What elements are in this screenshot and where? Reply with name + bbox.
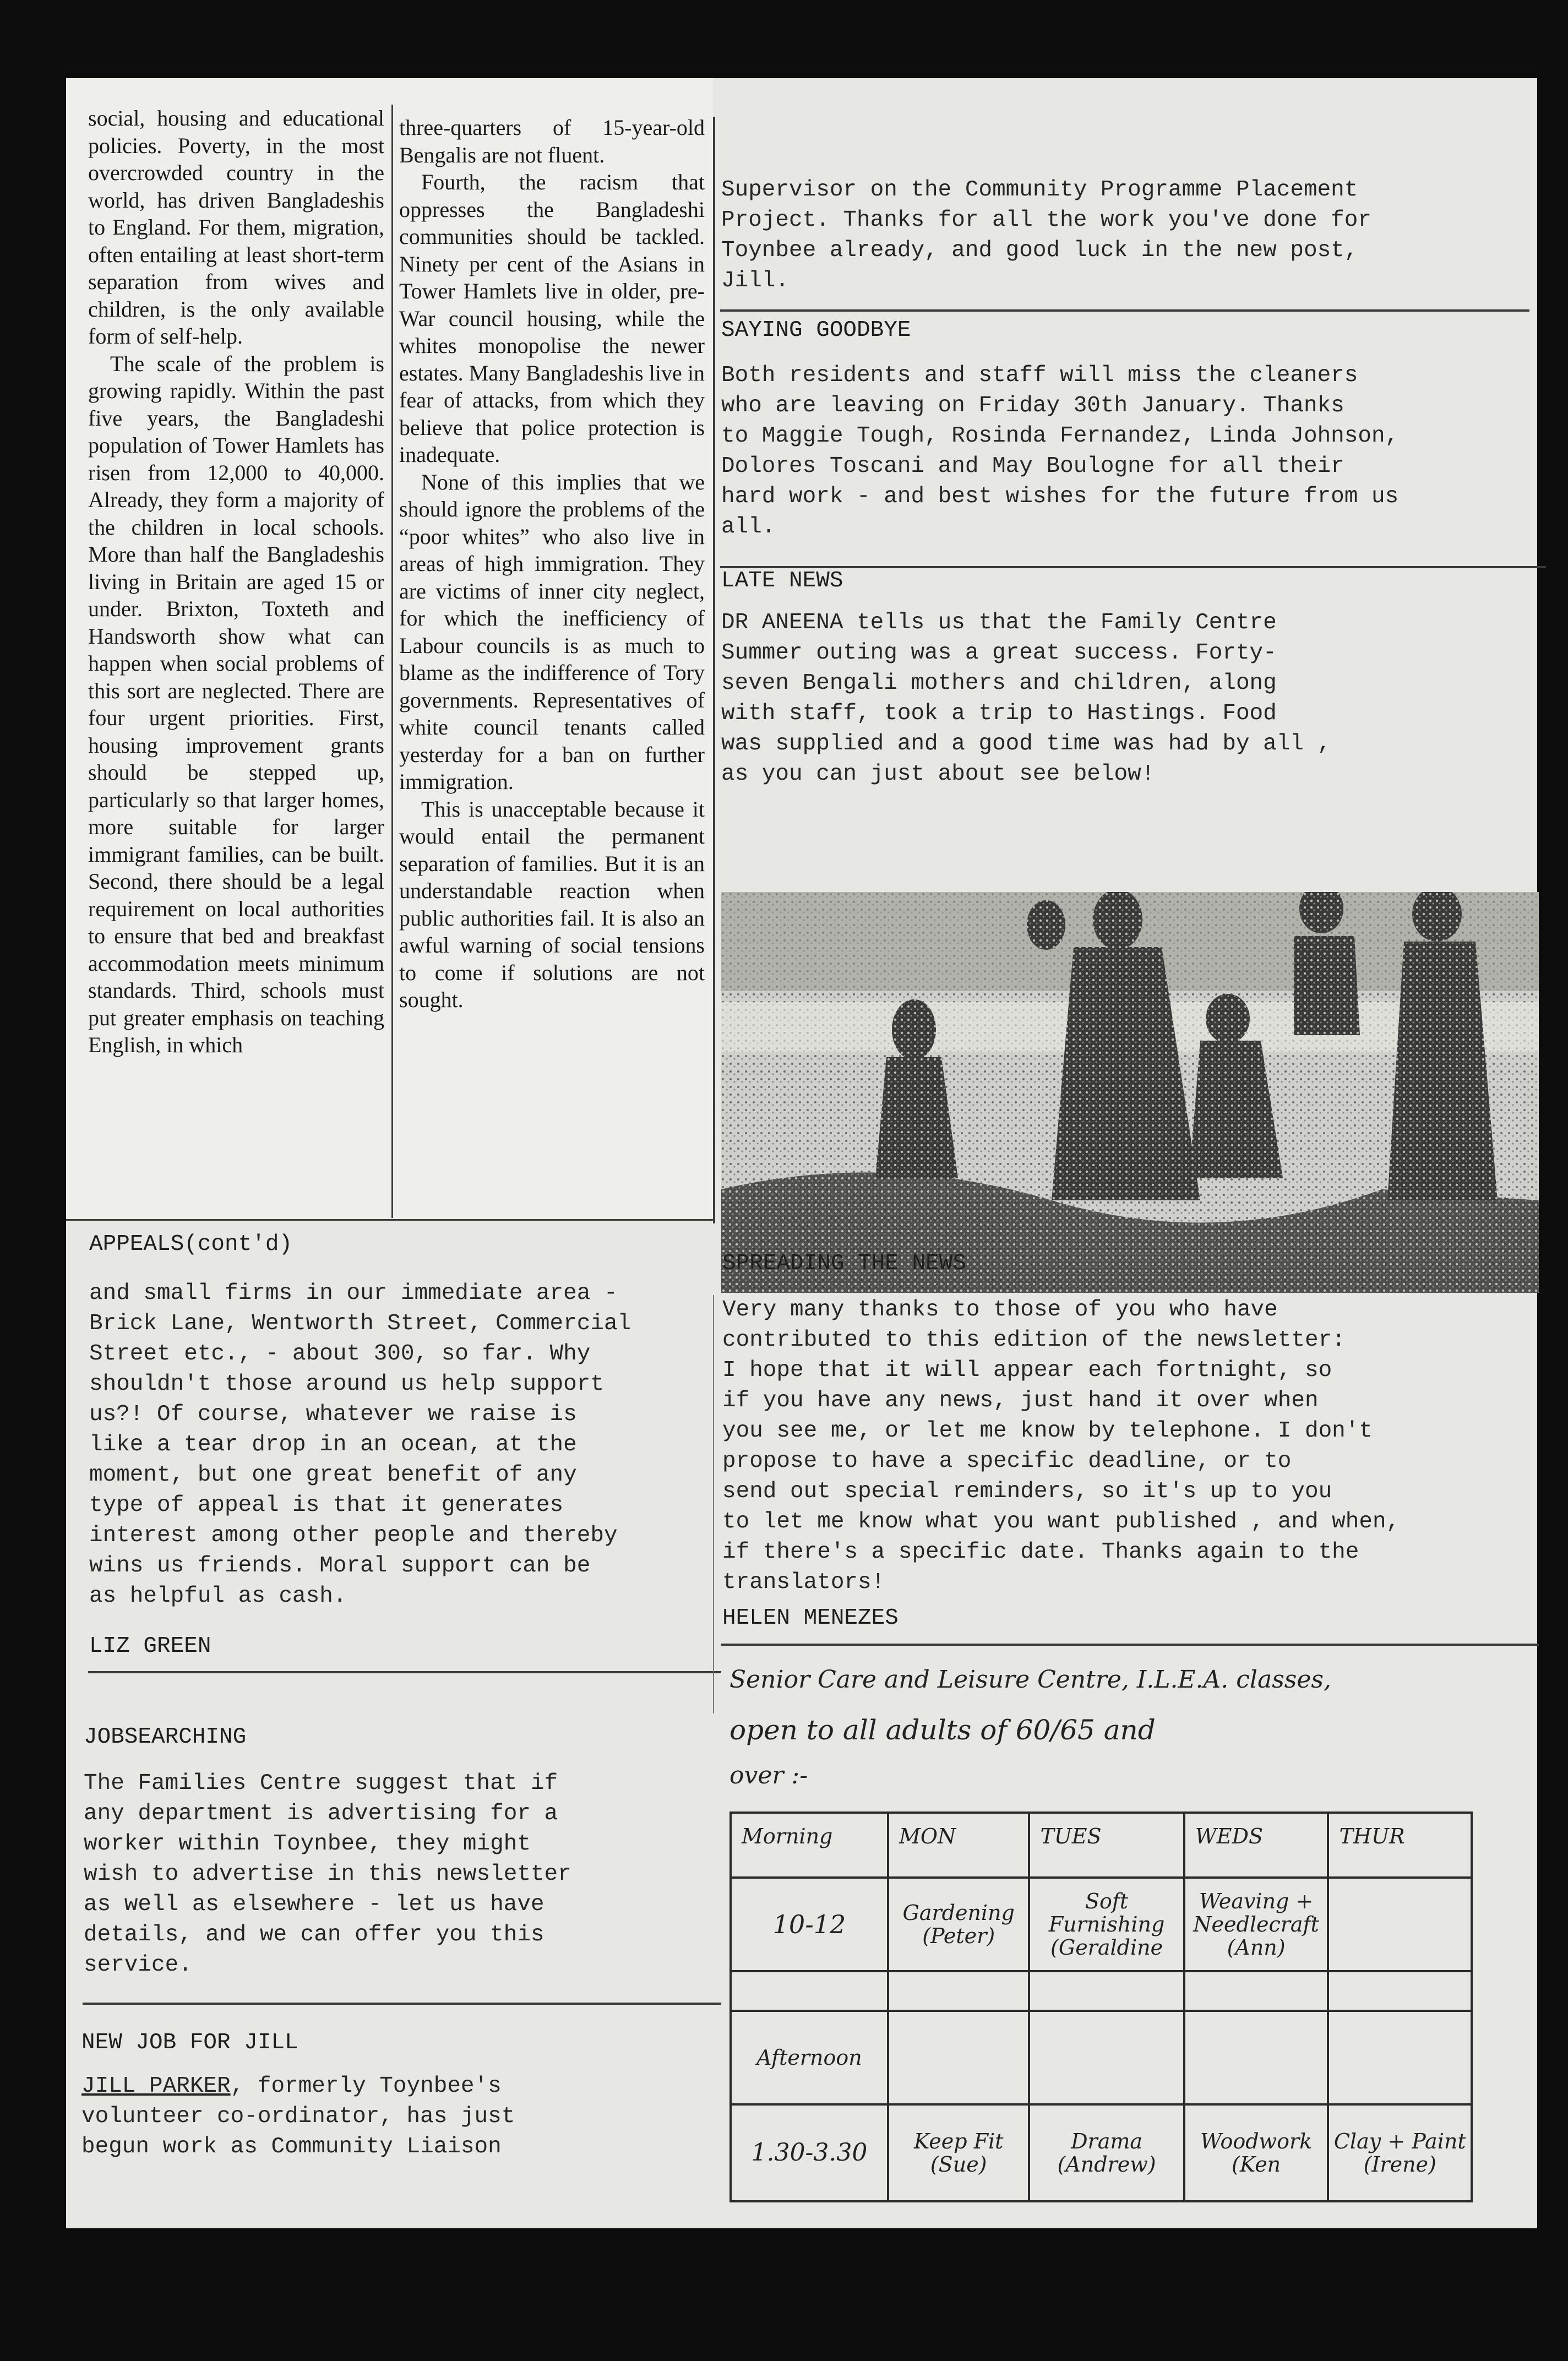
clipping-column-rule [391, 105, 393, 1218]
center-divider-lower [713, 1295, 714, 1713]
spreading-signature: HELEN MENEZES [722, 1606, 899, 1631]
appeals-heading: APPEALS(cont'd) [89, 1232, 293, 1257]
timetable-cell [1328, 2011, 1472, 2104]
newsletter-page [66, 78, 1537, 2228]
timetable-cell [888, 2011, 1030, 2104]
section-divider [720, 309, 1529, 312]
timetable-row [731, 2011, 1472, 2104]
timetable-cell: Drama (Andrew) [1029, 2104, 1184, 2201]
timetable-cell [1328, 1878, 1472, 1971]
timetable-cell [1029, 1971, 1184, 2011]
section-divider [721, 1644, 1539, 1646]
jobsearching-heading: JOBSEARCHING [84, 1724, 247, 1750]
timetable-header-cell: TUES [1029, 1813, 1184, 1878]
section-divider [83, 2003, 721, 2005]
timetable-cell: Afternoon [731, 2011, 888, 2104]
clipping-paragraph: This is unacceptable because it would entail the permanent separation of families. But it is an understandable reaction when public authorities fail. It is also an awful warning of social tensions to come if solutions are not sought. [399, 796, 705, 1012]
center-divider [713, 117, 715, 1223]
timetable-row [731, 1878, 1472, 1971]
appeals-body: and small firms in our immediate area - Brick Lane, Wentworth Street, Commercial Street etc., - about 300, so far. Why shouldn't those around us help support us?! Of course, whatever we raise is like a tear drop in an ocean, at the moment, but one great benefit of any type of appeal is that it generates interest among other people and thereby wins us friends. Moral support can be as helpful as cash. [89, 1281, 631, 1609]
timetable-row [731, 1971, 1472, 2011]
timetable-header-cell: THUR [1328, 1813, 1472, 1878]
timetable-header-row [731, 1813, 1472, 1878]
timetable-cell [731, 1971, 888, 2011]
section-divider [66, 1219, 713, 1221]
timetable-header-cell: WEDS [1184, 1813, 1329, 1878]
late-news-body: DR ANEENA tells us that the Family Centre Summer outing was a great success. Forty- seven Bengali mothers and children, along with staff, took a trip to Hastings. Food was supplied and a good time was had by all , as you can just about see below! [721, 610, 1331, 787]
clipping-paragraph: three-quarters of 15-year-old Bengalis are not fluent. [399, 115, 705, 167]
timetable-cell [888, 1971, 1030, 2011]
timetable-header-cell: Morning [731, 1813, 888, 1878]
clipping-paragraph: None of this implies that we should ignore the problems of the “poor whites” who also live in areas of high immigration. They are victims of inner city neglect, for which the inefficiency of Labour councils is as much to blame as the indifference of Tory governments. Representatives of white council tenants called yesterday for a ban on further immigration. [399, 469, 705, 794]
timetable-row [731, 2104, 1472, 2201]
spreading-body: Very many thanks to those of you who have contributed to this edition of the newsletter: I hope that it will appear each fortnight, so if you have any news, just hand it over when you see me, or let me know by telephone. I don't propose to have a specific deadline, or to send out special reminders, so it's up to you to let me know what you want published , and when, if there's a specific date. Thanks again to the translators! [722, 1297, 1400, 1595]
spreading-heading: SPREADING THE NEWS [722, 1251, 966, 1276]
timetable-cell: 10-12 [731, 1878, 888, 1971]
timetable-cell: Woodwork (Ken [1184, 2104, 1329, 2201]
appeals-signature: LIZ GREEN [89, 1634, 211, 1659]
new-job-heading: NEW JOB FOR JILL [81, 2030, 298, 2055]
saying-goodbye-heading: SAYING GOODBYE [721, 318, 911, 343]
timetable-cell [1328, 1971, 1472, 2011]
clipping-paragraph: The scale of the problem is growing rapidly. Within the past five years, the Bangladeshi population of Tower Hamlets has risen from 12,000 to 40,000. Already, they form a majority of the children in local schools. More than half the Bangladeshis living in Britain are aged 15 or under. Brixton, Toxteth and Handsworth show what can happen when social problems of this sort are neglected. There are four urgent priorities. First, housing improvement grants should be stepped up, particularly so that larger homes, more suitable for larger immigrant families, can be built. Second, there should be a legal requirement on local authorities to ensure that bed and breakfast accommodation meets minimum standards. Third, schools must put greater emphasis on teaching English, in which [88, 351, 384, 1057]
jobsearching-body: The Families Centre suggest that if any department is advertising for a worker within Toynbee, they might wish to advertise in this newsletter as well as elsewhere - let us have details, and we can offer you this service. [84, 1771, 571, 1978]
section-divider [88, 1671, 721, 1673]
senior-care-note: Senior Care and Leisure Centre, I.L.E.A. classes, open to all adults of 60/65 and over :- [729, 1666, 1331, 1789]
clipping-column-2 [399, 114, 705, 1014]
timetable-cell [1184, 2011, 1329, 2104]
saying-goodbye-body: Both residents and staff will miss the cleaners who are leaving on Friday 30th January. Thanks to Maggie Tough, Rosinda Fernandez, Linda Johnson, Dolores Toscani and May Boulogne for all their hard work - and best wishes for the future from us all. [721, 363, 1399, 540]
newspaper-clipping [66, 78, 713, 1221]
timetable-header-cell: MON [888, 1813, 1030, 1878]
timetable-cell: Weaving + Needlecraft (Ann) [1184, 1878, 1329, 1971]
late-news-heading: LATE NEWS [721, 568, 843, 594]
timetable-cell: Gardening (Peter) [888, 1878, 1030, 1971]
clipping-paragraph: Fourth, the racism that oppresses the Bangladeshi communities should be tackled. Ninety per cent of the Asians in Tower Hamlets live in older, pre-War council housing, while the whites monopolise the newer estates. Many Bangladeshis live in fear of attacks, from which they believe that police protection is inadequate. [399, 170, 705, 467]
clipping-paragraph: social, housing and educational policies. Poverty, in the most overcrowded country in the world, has driven Bangladeshis to England. For them, migration, often entailing at least short-term separation from wives and children, is the only available form of self-help. [88, 106, 384, 349]
jill-continuation: Supervisor on the Community Programme Placement Project. Thanks for all the work you've done for Toynbee already, and good luck in the new post, Jill. [721, 177, 1371, 293]
timetable-cell [1029, 2011, 1184, 2104]
timetable-cell: 1.30-3.30 [731, 2104, 888, 2201]
timetable-cell: Clay + Paint (Irene) [1328, 2104, 1472, 2201]
outing-photo-image [721, 892, 1539, 1293]
timetable-cell: Soft Furnishing (Geraldine [1029, 1878, 1184, 1971]
clipping-column-1 [88, 105, 384, 1059]
jill-parker-name: JILL PARKER [81, 2074, 231, 2099]
new-job-body: JILL PARKER, formerly Toynbee's volunteer co-ordinator, has just begun work as Community Liaison [81, 2074, 515, 2159]
timetable-cell: Keep Fit (Sue) [888, 2104, 1030, 2201]
section-divider [720, 566, 1546, 568]
timetable-cell [1184, 1971, 1329, 2011]
class-timetable [729, 1811, 1473, 2202]
outing-photo [721, 892, 1539, 1293]
